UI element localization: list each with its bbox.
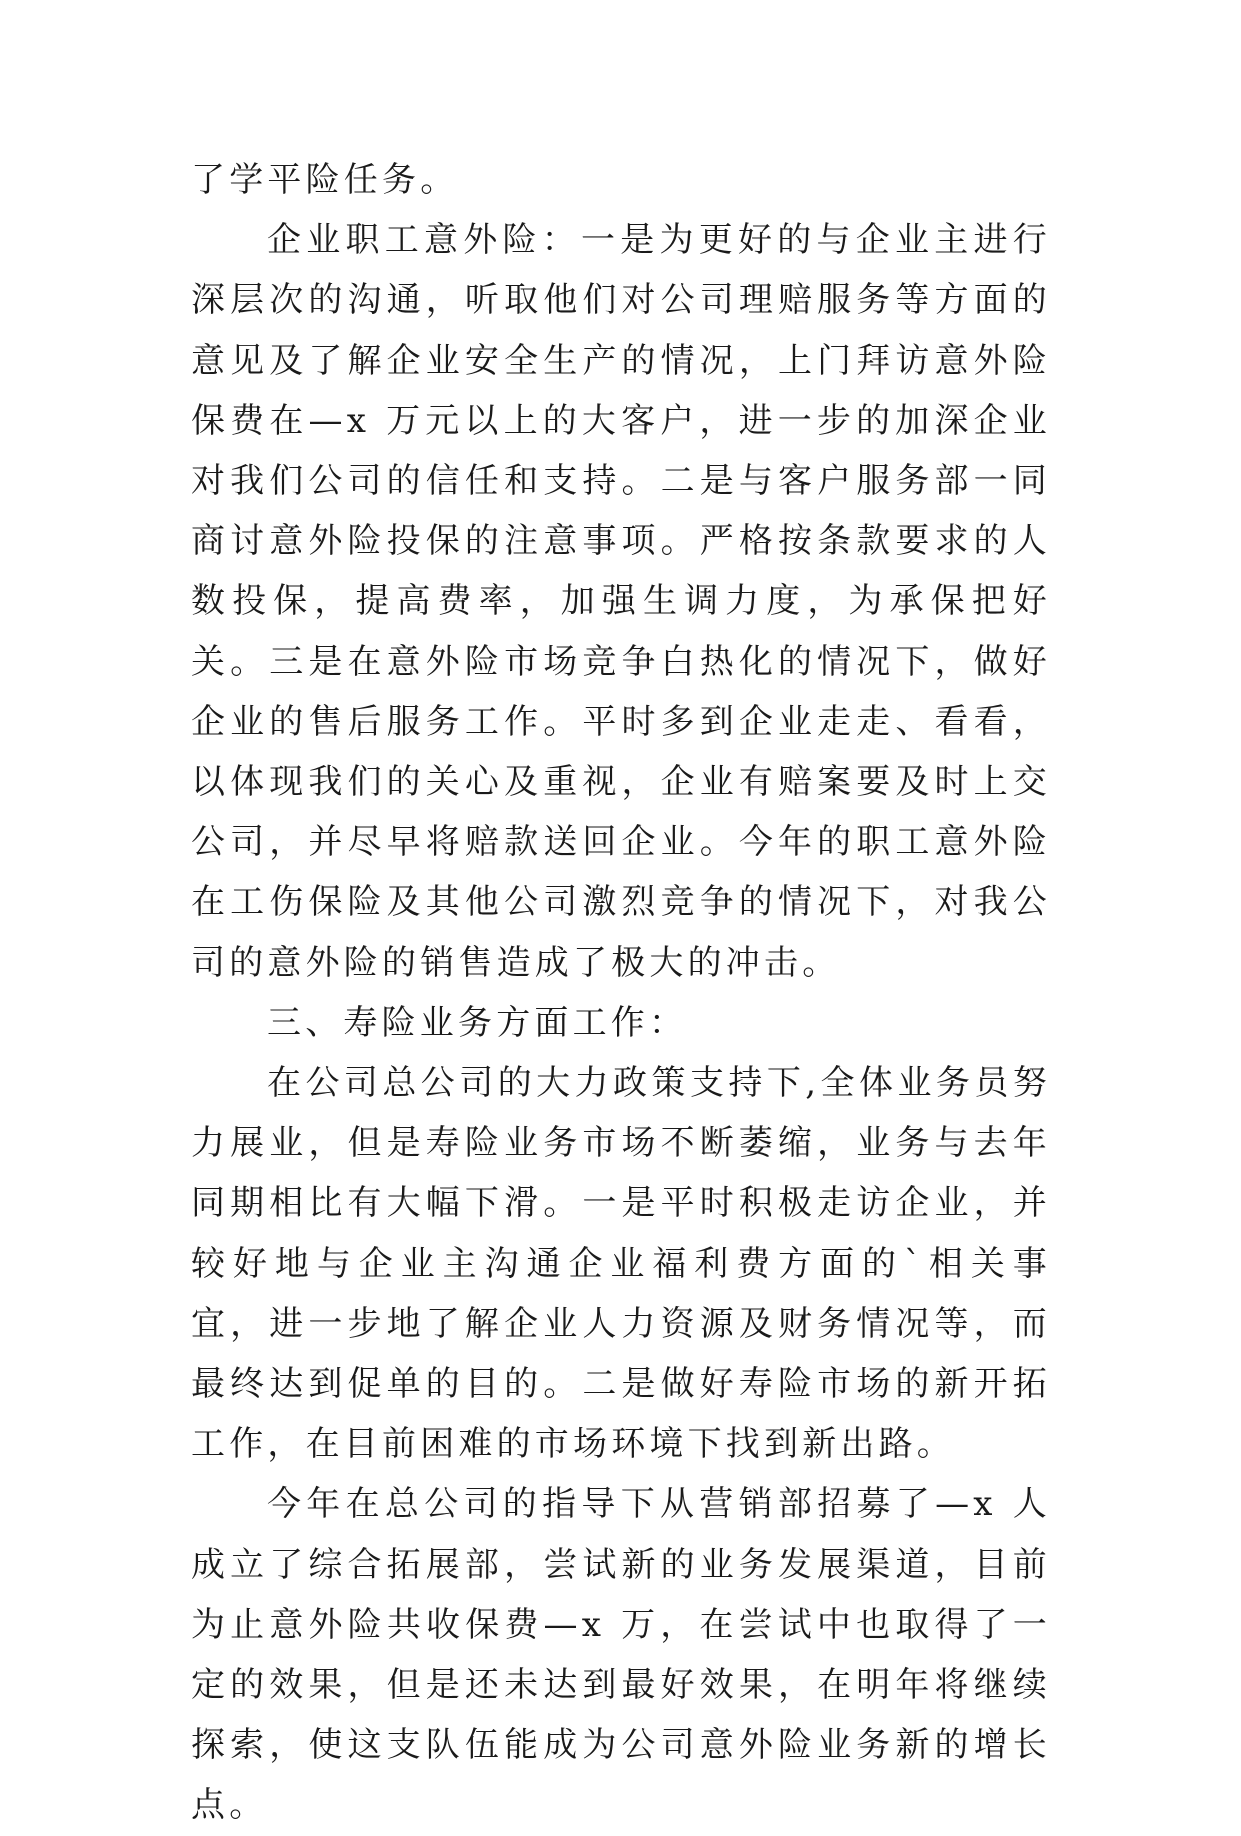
paragraph-2: 企业职工意外险：一是为更好的与企业主进行深层次的沟通，听取他们对公司理赔服务等方面的意见及了解企业安全生产的情况，上门拜访意外险保费在—x 万元以上的大客户，进一步的加深企业对我们公司的信任和支持。二是与客户服务部一同商讨意外险投保的注意事项。严格按条款要求的人数投保，提高费率，加强生调力度，为承保把好关。三是在意外险市场竞争白热化的情况下，做好企业的售后服务工作。平时多到企业走走、看看，以体现我们的关心及重视，企业有赔案要及时上交公司，并尽早将赔款送回企业。今年的职工意外险在工伤保险及其他公司激烈竞争的情况下，对我公司的意外险的销售造成了极大的冲击。 [191,220,1051,983]
paragraph-4: 今年在总公司的指导下从营销部招募了—x 人成立了综合拓展部，尝试新的业务发展渠道，目前为止意外险共收保费—x 万，在尝试中也取得了一定的效果，但是还未达到最好效果，在明年将继续探索，使这支队伍能成为公司意外险业务新的增长点。 [191,1484,1051,1826]
paragraph-3: 在公司总公司的大力政策支持下,全体业务员努力展业，但是寿险业务市场不断萎缩，业务与去年同期相比有大幅下滑。一是平时积极走访企业，并较好地与企业主沟通企业福利费方面的`相关事宜，进一步地了解企业人力资源及财务情况等，而最终达到促单的目的。二是做好寿险市场的新开拓工作，在目前困难的市场环境下找到新出路。 [191,1063,1051,1465]
document-body [191,150,1051,1836]
paragraph-1: 了学平险任务。 [191,160,459,200]
section-heading: 三、寿险业务方面工作： [267,1002,688,1043]
